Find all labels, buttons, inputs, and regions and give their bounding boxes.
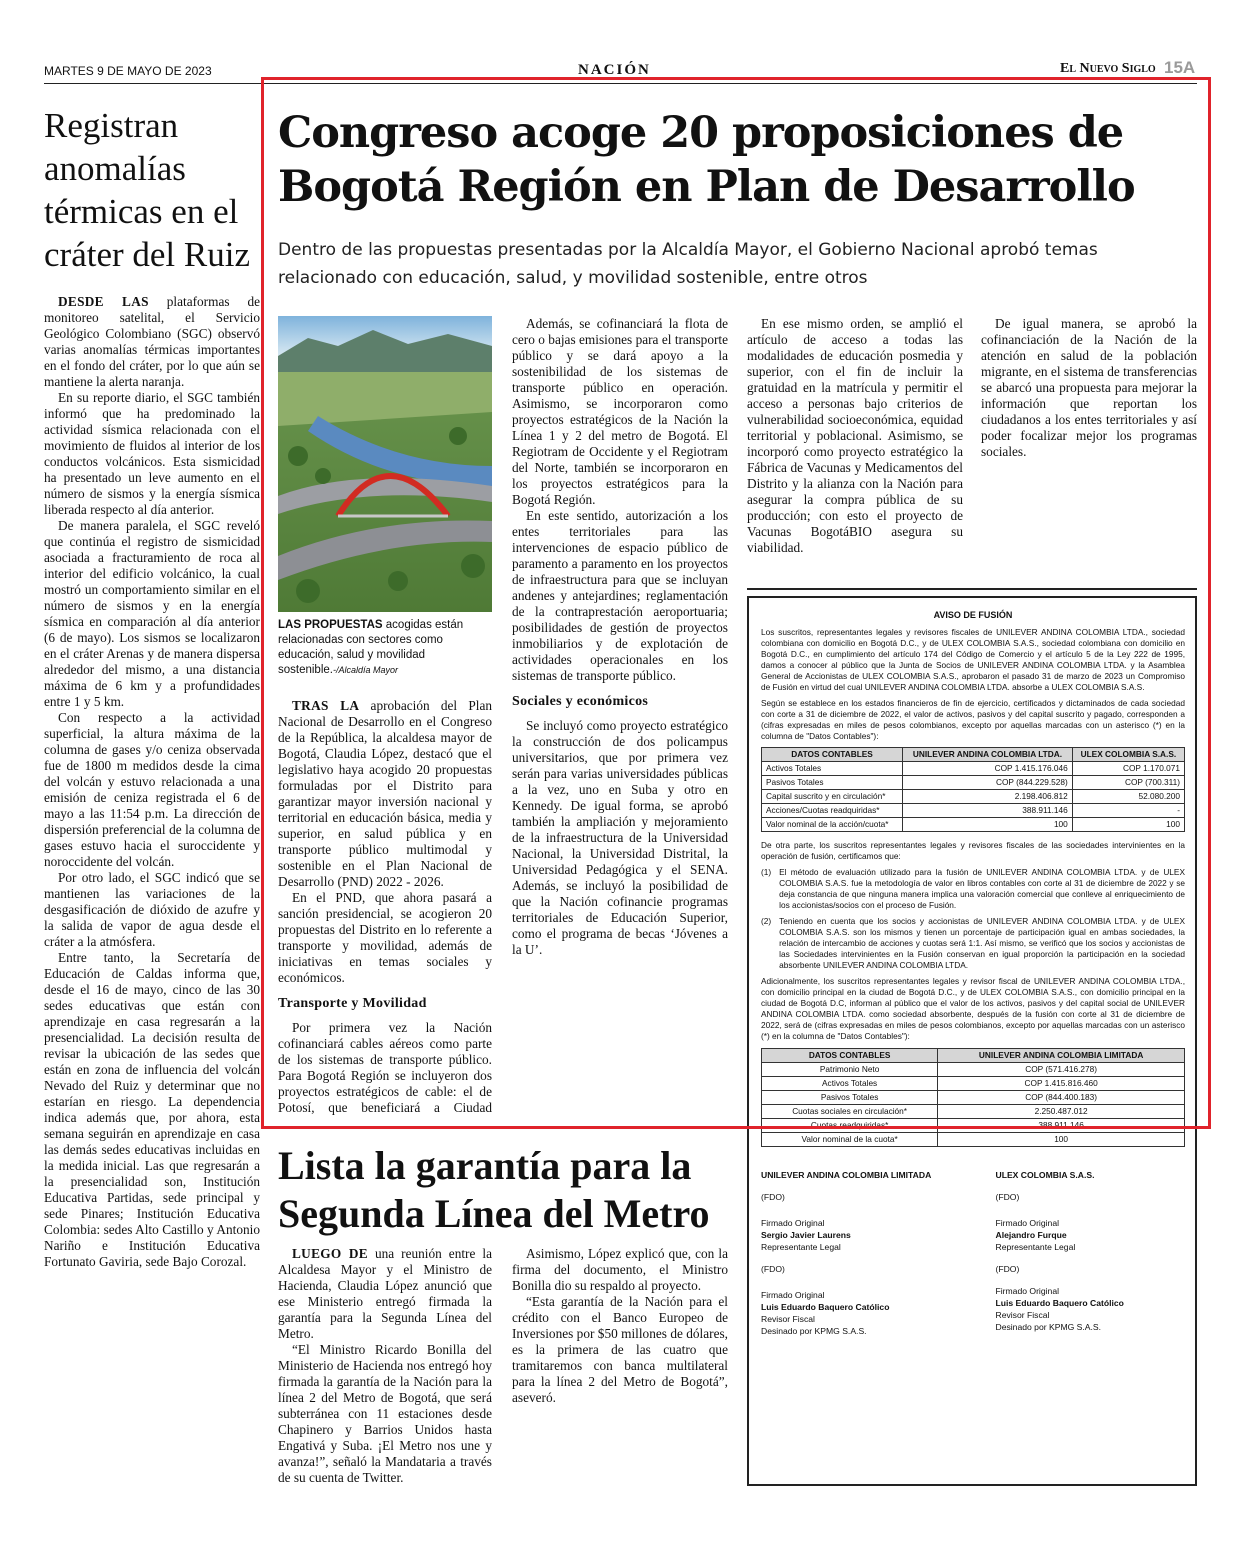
table-header: UNILEVER ANDINA COLOMBIA LIMITADA [938, 1049, 1185, 1063]
table-cell: Patrimonio Neto [762, 1063, 938, 1077]
table-row [762, 1133, 1185, 1147]
second-paragraph: una reunión entre la Alcaldesa Mayor y el Ministro de Hacienda, Claudia López anunció que ese Ministerio entregó firmada la garantía para la Segunda Línea del Metro. [278, 1246, 492, 1341]
table-cell: Acciones/Cuotas readquiridas* [762, 804, 903, 818]
second-paragraph: “El Ministro Ricardo Bonilla del Ministerio de Hacienda nos entregó hoy firmada la garantía de la Nación para la línea 2 del Metro de Bogotá, que será subterránea con 11 estaciones desde Chapinero y Barrios Unidos hasta Engativá y Suba. ¡El Metro nos une y avanza!”, señaló la Mandataria a través de su cuenta de Twitter. [278, 1342, 492, 1484]
left-body [44, 294, 260, 1270]
item-number: (1) [761, 867, 772, 877]
table-header: DATOS CONTABLES [762, 1049, 938, 1063]
main-paragraph: Por primera vez la Nación cofinanciará cables aéreos como parte de los sistemas de transporte público. Para Bogotá Región se incluyeron dos proyectos estratégicos de cable: el de Potosí, que beneficiará a Ciudad [278, 1020, 492, 1115]
signature-block-left [761, 1169, 965, 1337]
sig-role: Representante Legal [995, 1242, 1076, 1252]
notice-intro: Los suscritos, representantes legales y revisores fiscales de UNILEVER ANDINA COLOMBIA LTDA., sociedad colombiana con domicilio en Bogotá D.C., y de ULEX COLOMBIA S.A.S., sociedad colombiana con domicilio en Bogotá D.C., en cumplimiento del artículo 174 del Código de Comercio y el artículo 5 de la Ley 222 de 1995, damos a conocer al público que la Junta de Socios de UNILEVER ANDINA COLOMBIA LTDA. y la Asamblea General de Accionistas de ULEX COLOMBIA S.A.S., aprobaron el pasado 31 de marzo de 2023 un Compromiso de Fusión en virtud del cual UNILEVER ANDINA COLOMBIA LTDA. absorbe a ULEX COLOMBIA S.A.S. [761, 627, 1185, 692]
table-header: UNILEVER ANDINA COLOMBIA LTDA. [903, 748, 1073, 762]
table-cell: COP (844.229.528) [903, 776, 1073, 790]
table-cell: COP 1.170.071 [1072, 762, 1184, 776]
second-headline: Lista la garantía para la Segunda Línea del Metro [278, 1143, 710, 1236]
second-col-1 [278, 1246, 492, 1484]
table-cell: 388.911.146 [938, 1119, 1185, 1133]
item-text: El método de evaluación utilizado para la fusión de UNILEVER ANDINA COLOMBIA LTDA. y de ULEX COLOMBIA S.A.S. fue la metodología de valor en libros contables con corte al 31 de diciembre de 2022 y se deja constancia de que ninguna manera implica una valoración comercial que conlleve al enriquecimiento de los accionistas/socios con el proceso de Fusión. [779, 867, 1185, 910]
sig-fdo: (FDO) [761, 1264, 785, 1274]
table-cell: Pasivos Totales [762, 776, 903, 790]
main-deck: Dentro de las propuestas presentadas por la Alcaldía Mayor, el Gobierno Nacional aprobó temas relacionado con educación, salud, y movilidad sostenible, entre otros [278, 240, 1098, 288]
sig-signed: Firmado Original [761, 1218, 825, 1228]
table-cell: COP (844.400.183) [938, 1091, 1185, 1105]
second-col-2 [512, 1246, 728, 1484]
notice-paragraph: Adicionalmente, los suscritos representantes legales y revisor fiscal de UNILEVER ANDINA COLOMBIA LTDA., con domicilio principal en la ciudad de Bogotá D.C., y de ULEX COLOMBIA S.A.S., con domicilio principal en la ciudad de Bogotá D.C, informan al público que el valor de los activos, pasivos y del capital social de UNILEVER ANDINA COLOMBIA LTDA. como sociedad absorbente, después de la fusión con corte al 31 de diciembre de 2022, será de (cifras expresadas en miles de pesos colombianos, excepto por aquellas marcadas con un asterisco (*) en la columna de "Datos Contables"): [761, 976, 1185, 1041]
sig-signed: Firmado Original [995, 1286, 1060, 1296]
table-cell: Cuotas sociales en circulación* [762, 1105, 938, 1119]
second-paragraph: Asimismo, López explicó que, con la firma del documento, el Ministro Bonilla dio su respaldo al proyecto. [512, 1246, 728, 1293]
notice-paragraph: De otra parte, los suscritos representantes legales y revisores fiscales de las sociedades intervinientes en la operación de fusión, certificamos que: [761, 840, 1185, 861]
item-text: Teniendo en cuenta que los socios y accionistas de UNILEVER ANDINA COLOMBIA LTDA. y de ULEX COLOMBIA S.A.S. son los mismos y tienen un porcentaje de participación igual en ambas sociedades, la relación de intercambio de acciones y cuotas será 1:1. Así mismo, se verificó que los socios y accionistas de las Sociedades intervinientes en la Fusión conservan en igual proporción la participación en la sociedad absorbente UNILEVER ANDINA COLOMBIA LTDA. [779, 916, 1185, 970]
caption-text: acogidas están relacionadas con sectores como educación, salud y movilidad sostenible. [278, 619, 464, 676]
sig-fdo: (FDO) [995, 1192, 1020, 1202]
notice-title: AVISO DE FUSIÓN [933, 610, 1013, 620]
second-lead-caps: LUEGO DE [292, 1246, 368, 1261]
table-cell: Pasivos Totales [762, 1091, 938, 1105]
issue-date: MARTES 9 DE MAYO DE 2023 [44, 64, 212, 78]
sig-role: Revisor Fiscal [995, 1310, 1050, 1320]
caption-caps: LAS PROPUESTAS [278, 619, 383, 631]
table-cell: 388.911.146 [903, 804, 1073, 818]
sig-fdo: (FDO) [995, 1264, 1020, 1274]
signatures [761, 1169, 1185, 1337]
section-name: NACIÓN [578, 62, 651, 78]
table-header: DATOS CONTABLES [762, 748, 903, 762]
main-paragraph: Se incluyó como proyecto estratégico la construcción de dos policampus universitarios, que por primera vez serán para varias universidades públicas a la vez, uno en Suba y otro en Kennedy. De igual forma, se aprobó también la ampliación y mejoramiento de la infraestructura de la Universidad Nacional, la Universidad Distrital, la Universidad Pedagógica y el SENA. Además, se incluyó la posibilidad de que la Nación cofinancie programas territoriales de Educación Superior, como el programa de becas ‘Jóvenes a la U’. [512, 718, 728, 957]
masthead: El Nuevo Siglo [1060, 61, 1156, 76]
sig-name: Luis Eduardo Baquero Católico [995, 1298, 1124, 1308]
main-paragraph: En este sentido, autorización a los entes territoriales para las intervenciones de espacio público de paramento a paramento en los proyectos de infraestructura para que se incluyan andenes y antejardines; reglamentación de la contraprestación aeroportuaria; posibilidades de gestión de proyectos inmobiliarios y de explotación de actividades operacionales en los sistemas de transporte público. [512, 508, 728, 683]
table-cell: COP 1.415.176.046 [903, 762, 1073, 776]
signature-block-right [995, 1169, 1185, 1337]
sig-role: Representante Legal [761, 1242, 841, 1252]
page-number: 15A [1164, 58, 1196, 77]
sig-company: ULEX COLOMBIA S.A.S. [995, 1170, 1095, 1180]
sig-role: Desinado por KPMG S.A.S. [761, 1326, 867, 1336]
left-paragraph: plataformas de monitoreo satelital, el Servicio Geológico Colombiano (SGC) observó varias anomalías térmicas importantes en el fondo del cráter, por lo que aún se mantiene la alerta naranja. [44, 294, 260, 389]
table-cell: 2.198.406.812 [903, 790, 1073, 804]
sig-name: Luis Eduardo Baquero Católico [761, 1302, 890, 1312]
main-lead-caps: TRAS LA [292, 698, 360, 713]
table-cell: 2.250.487.012 [938, 1105, 1185, 1119]
sig-company: UNILEVER ANDINA COLOMBIA LIMITADA [761, 1170, 932, 1180]
second-paragraph: “Esta garantía de la Nación para el crédito con el Banco Europeo de Inversiones por $50 millones de dólares, es la primera de las cuatro que tramitaremos con banca multilateral para la línea 2 del Metro de Bogotá”, aseveró. [512, 1294, 728, 1405]
main-paragraph: Además, se cofinanciará la flota de cero o bajas emisiones para el transporte público y se dará apoyo a la sostenibilidad de los sistemas de transporte público en operación. Asimismo, se incorporaron como proyectos estratégicos de la Nación la Línea 1 y 2 del metro de Bogotá. El Regiotram de Occidente y el Regiotram del Norte, también se incorporaron en los proyectos estratégicos para la Bogotá Región. [512, 316, 728, 507]
table-cell: COP 1.415.816.460 [938, 1077, 1185, 1091]
table-cell: COP (571.416.278) [938, 1063, 1185, 1077]
sig-signed: Firmado Original [761, 1290, 825, 1300]
left-paragraph: De manera paralela, el SGC reveló que continúa el registro de sismicidad asociada a fracturamiento de roca al interior del edificio volcánico, la cual mostró un comportamiento similar en el número de sismos y en la energía sísmica en comparación al día anterior (6 de mayo). Los sismos se localizaron en el cráter Arenas y de manera dispersa alrededor del mismo, a una distancia máxima de 6 km y a profundidades entre 1 y 5 km. [44, 518, 260, 709]
main-paragraph: aprobación del Plan Nacional de Desarrollo en el Congreso de la República, la alcaldesa mayor de Bogotá, Claudia López, destacó que el legislativo haya acogido 20 propuestas formuladas por el Distrito para garantizar mayor inversión nacional y territorial en educación básica, media y superior, en salud pública y en transporte público multimodal y sostenible en el Plan Nacional de Desarrollo (PND) 2022 - 2026. [278, 698, 492, 889]
main-paragraph: En ese mismo orden, se amplió el artículo de acceso a todas las modalidades de educación posmedia y superior, con el fin de incluir la gratuidad en la matrícula y permitir el acceso a personas bajo criterios de vulnerabilidad socioeconómica, equidad territorial y poblacional. Asimismo, se incorporó como proyecto estratégico la Fábrica de Vacunas y Medicamentos del Distrito y la alianza con la Nación para asegurar la compra pública de su producción; con esto el proyecto de Vacunas BogotáBIO asegura su viabilidad. [747, 316, 963, 555]
left-lead-caps: DESDE LAS [58, 294, 149, 309]
sig-signed: Firmado Original [995, 1218, 1060, 1228]
table-cell: 100 [1072, 818, 1184, 832]
main-headline: Congreso acoge 20 proposiciones de Bogotá Región en Plan de Desarrollo [278, 108, 1135, 212]
caption-credit: -/Alcaldía Mayor [332, 665, 399, 675]
left-paragraph: Entre tanto, la Secretaría de Educación de Caldas informa que, desde el 16 de mayo, cinco de las 30 sedes educativas que están con aprendizaje en casa regresarán a la presencialidad. La decisión resulta de revisar la ubicación de las sedes que están en zona de influencia del volcán Nevado del Ruiz y determinar que no estarían en riesgo. La dependencia indica además que, por ahora, esta semana seguirán en aprendizaje en casa las demás sedes educativas incluidas en la medida inicial. Las que regresarán a la presencialidad son, Institución Educativa Partidas, sede principal y sede Pinares; Institución Educativa Colombia: sedes Alto Castillo y Antonio Nariño e Institución Educativa Fortunato Gaviria, sede Bajo Corozal. [44, 950, 260, 1269]
table-cell: Valor nominal de la acción/cuota* [762, 818, 903, 832]
table-cell: Capital suscrito y en circulación* [762, 790, 903, 804]
left-paragraph: Por otro lado, el SGC indicó que se mantienen las variaciones de la desgasificación de dióxido de azufre y la salida de vapor de agua desde el cráter a la atmósfera. [44, 870, 260, 949]
table-header: ULEX COLOMBIA S.A.S. [1072, 748, 1184, 762]
sig-role: Desinado por KPMG S.A.S. [995, 1322, 1102, 1332]
table-cell: Cuotas readquiridas* [762, 1119, 938, 1133]
table-cell: 100 [938, 1133, 1185, 1147]
table-cell: 52.080.200 [1072, 790, 1184, 804]
subhead-transporte: Transporte y Movilidad [278, 996, 427, 1011]
table-cell: 100 [903, 818, 1073, 832]
sig-fdo: (FDO) [761, 1192, 785, 1202]
subhead-sociales: Sociales y económicos [512, 694, 649, 709]
left-article [44, 104, 260, 1270]
table-cell: Activos Totales [762, 762, 903, 776]
table-cell: - [1072, 804, 1184, 818]
sig-role: Revisor Fiscal [761, 1314, 815, 1324]
left-headline: Registran anomalías térmicas en el cráter del Ruiz [44, 106, 251, 274]
sig-name: Alejandro Furque [995, 1230, 1067, 1240]
table-cell: Valor nominal de la cuota* [762, 1133, 938, 1147]
left-paragraph: En su reporte diario, el SGC también informó que ha predominado la actividad sísmica relacionada con el movimiento de fluidos al interior de los conductos volcánicos. Esta sismicidad ha presentado un leve aumento en el número de sismos y la energía sísmica liberada respecto al día anterior. [44, 390, 260, 517]
highlight-box [261, 77, 1211, 1129]
main-paragraph: En el PND, que ahora pasará a sanción presidencial, se acogieron 20 propuestas del Distrito en lo referente a transporte y movilidad, además de iniciativas en temas sociales y económicos. [278, 890, 492, 985]
table-cell: Activos Totales [762, 1077, 938, 1091]
item-number: (2) [761, 916, 772, 926]
table-cell: COP (700.311) [1072, 776, 1184, 790]
notice-paragraph: Según se establece en los estados financieros de fin de ejercicio, certificados y dictaminados de cada sociedad con corte a 31 de diciembre de 2022, el valor de activos, pasivos y del capital suscrito y pagado, corresponden a (cifras expresadas en miles de pesos colombianos, excepto por aquellas marcadas con un asterisco (*) en la columna de "Datos Contables"): [761, 698, 1185, 741]
sig-name: Sergio Javier Laurens [761, 1230, 851, 1240]
left-paragraph: Con respecto a la actividad superficial, la altura máxima de la columna de gases y/o ceniza observada fue de 1800 m medidos desde la cima del volcán y estuvo relacionada a una emisión de ceniza registrada el 6 de mayo a las 11:54 p.m. La dirección de dispersión preferencial de la columna de gases estuvo hacia el suroccidente y noroccidente del volcán. [44, 710, 260, 869]
main-paragraph: De igual manera, se aprobó la cofinanciación de la Nación de la atención en salud de la población migrante, en el sistema de transferencias se abarcó una propuesta para mejorar la información que reportan los ciudadanos a los entes territoriales y así poder focalizar mejor los programas sociales. [981, 316, 1197, 459]
